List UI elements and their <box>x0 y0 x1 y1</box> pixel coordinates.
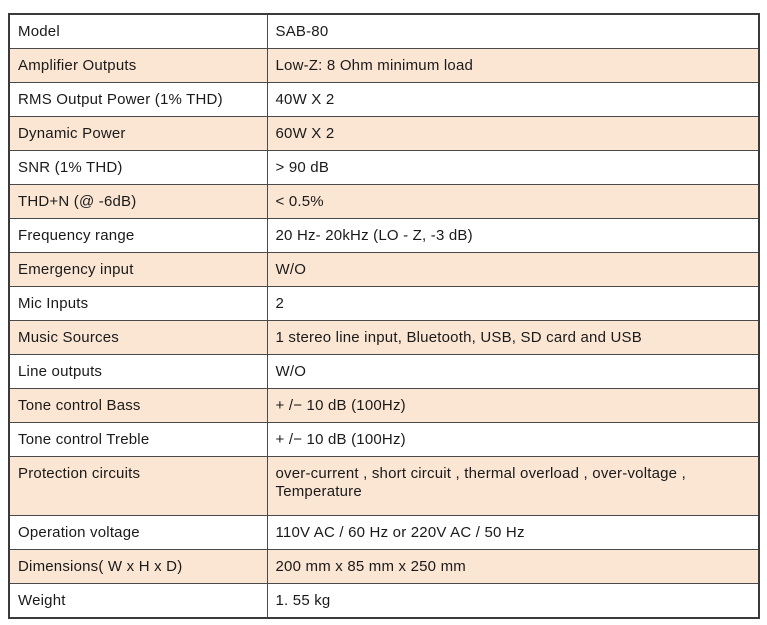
spec-label-cell: Amplifier Outputs <box>9 49 267 83</box>
spec-value-cell: 2 <box>267 287 759 321</box>
table-row <box>9 253 759 287</box>
spec-label-cell: Frequency range <box>9 219 267 253</box>
spec-value-cell: 1. 55 kg <box>267 584 759 619</box>
spec-value-cell: 40W X 2 <box>267 83 759 117</box>
spec-label-cell: Model <box>9 14 267 49</box>
spec-value-cell: Low-Z: 8 Ohm minimum load <box>267 49 759 83</box>
table-row <box>9 219 759 253</box>
spec-label-cell: THD+N (@ -6dB) <box>9 185 267 219</box>
spec-table-body <box>9 14 759 618</box>
spec-label-cell: Dimensions( W x H x D) <box>9 550 267 584</box>
spec-value-cell: 60W X 2 <box>267 117 759 151</box>
spec-value-cell: > 90 dB <box>267 151 759 185</box>
table-row <box>9 83 759 117</box>
spec-label-cell: Mic Inputs <box>9 287 267 321</box>
table-row <box>9 584 759 619</box>
table-row <box>9 516 759 550</box>
spec-value-cell: 200 mm x 85 mm x 250 mm <box>267 550 759 584</box>
table-row <box>9 117 759 151</box>
spec-value-cell: < 0.5% <box>267 185 759 219</box>
spec-label-cell: Tone control Bass <box>9 389 267 423</box>
table-row <box>9 457 759 516</box>
spec-label-cell: Line outputs <box>9 355 267 389</box>
spec-value-cell: 20 Hz- 20kHz (LO - Z, -3 dB) <box>267 219 759 253</box>
spec-value-cell: 1 stereo line input, Bluetooth, USB, SD card and USB <box>267 321 759 355</box>
spec-label-cell: SNR (1% THD) <box>9 151 267 185</box>
spec-value-cell: SAB-80 <box>267 14 759 49</box>
spec-label-cell: RMS Output Power (1% THD) <box>9 83 267 117</box>
spec-label-cell: Dynamic Power <box>9 117 267 151</box>
spec-value-cell: + /− 10 dB (100Hz) <box>267 389 759 423</box>
spec-value-cell: + /− 10 dB (100Hz) <box>267 423 759 457</box>
table-row <box>9 550 759 584</box>
spec-label-cell: Protection circuits <box>9 457 267 516</box>
spec-label-cell: Music Sources <box>9 321 267 355</box>
table-row <box>9 423 759 457</box>
table-row <box>9 49 759 83</box>
table-row <box>9 185 759 219</box>
spec-value-cell: over-current , short circuit , thermal overload , over-voltage , Temperature <box>267 457 759 516</box>
table-row <box>9 389 759 423</box>
spec-value-cell: 110V AC / 60 Hz or 220V AC / 50 Hz <box>267 516 759 550</box>
table-row <box>9 151 759 185</box>
table-row <box>9 287 759 321</box>
spec-label-cell: Emergency input <box>9 253 267 287</box>
spec-label-cell: Tone control Treble <box>9 423 267 457</box>
spec-label-cell: Weight <box>9 584 267 619</box>
spec-label-cell: Operation voltage <box>9 516 267 550</box>
spec-table <box>8 13 760 619</box>
spec-value-cell: W/O <box>267 355 759 389</box>
spec-value-cell: W/O <box>267 253 759 287</box>
table-row <box>9 321 759 355</box>
table-row <box>9 355 759 389</box>
table-row <box>9 14 759 49</box>
